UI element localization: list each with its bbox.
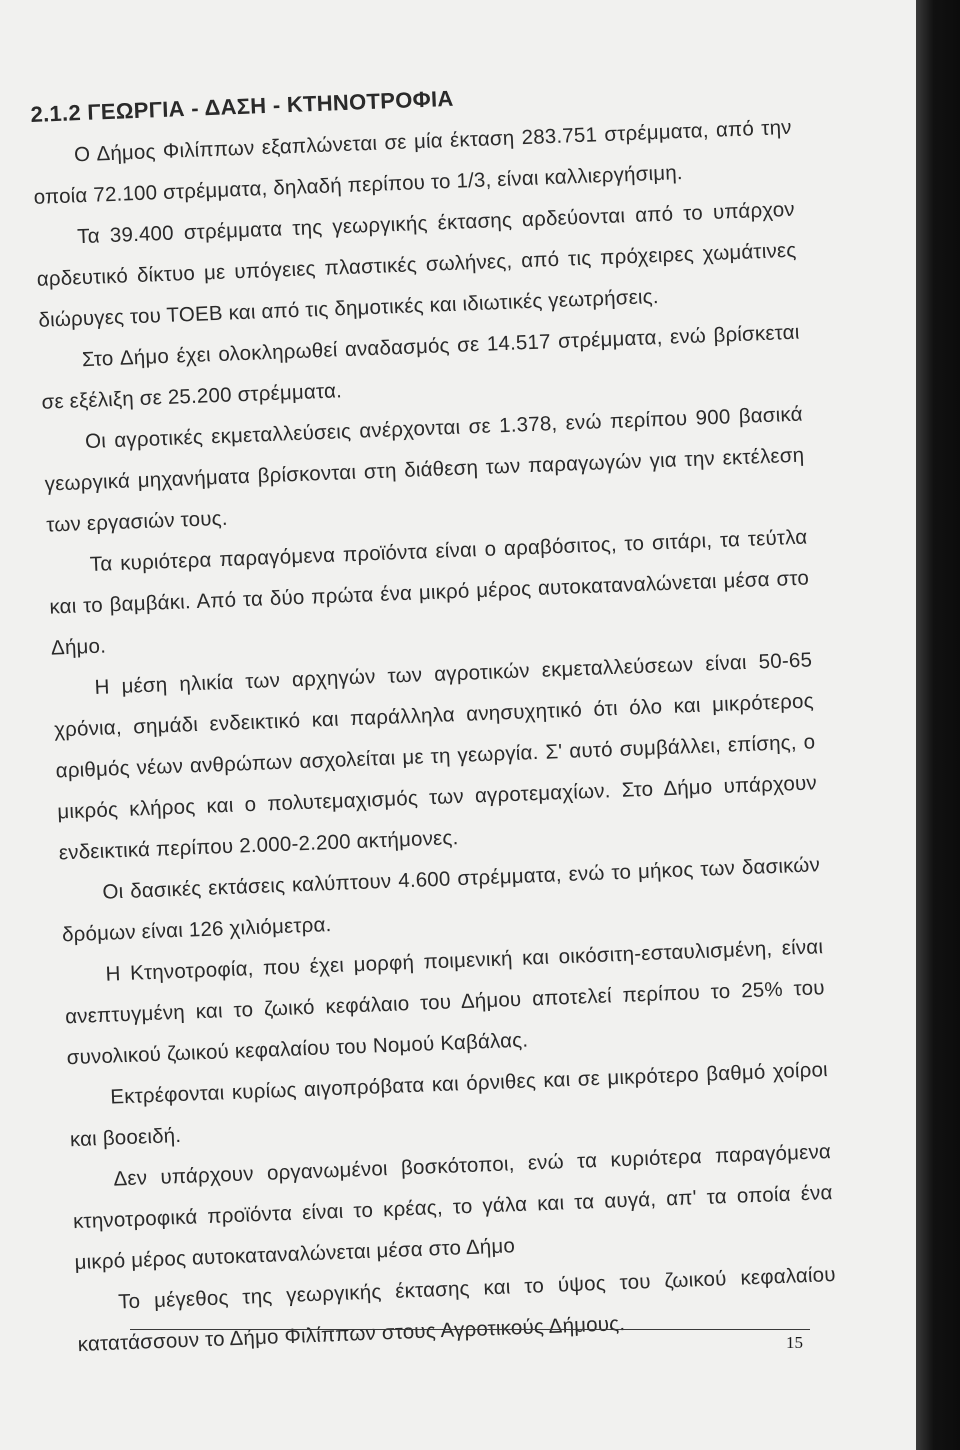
paragraph-10: Δεν υπάρχουν οργανωμένοι βοσκότοποι, ενώ τα κυριότερα παραγόμενα κτηνοτροφικά προϊόντα είναι το κρέας, το γάλα και τα αυγά, απ' τα οποία ένα μικρό μέρος αυτοκαταναλώνεται μέσα στο Δήμο: [72, 1140, 833, 1275]
page-number: 15: [786, 1333, 803, 1352]
section-heading: 2.1.2 ΓΕΩΡΓΙΑ - ΔΑΣΗ - ΚΤΗΝΟΤΡΟΦΙΑ: [30, 85, 454, 127]
scan-edge: [916, 0, 960, 1450]
paragraph-3: Στο Δήμο έχει ολοκληρωθεί αναδασμός σε 14.517 στρέμματα, ενώ βρίσκεται σε εξέλιξη σε 25.200 στρέμματα.: [41, 320, 800, 414]
paragraph-9: Εκτρέφονται κυρίως αιγοπρόβατα και όρνιθες και σε μικρότερο βαθμό χοίροι και βοοειδή.: [69, 1058, 829, 1152]
paragraph-6: Η μέση ηλικία των αρχηγών των αγροτικών εκμεταλλεύσεων είναι 50-65 χρόνια, σημάδι ενδεικτικό και παράλληλα ανησυχητικό ότι όλο και μικρότερος αριθμός νέων ανθρώπων ασχολείται με τη γεωργία. Σ' αυτό συμβάλλει, επίσης, ο μικρός κλήρος και ο πολυτεμαχισμός των αγροτεμαχίων. Στο Δήμο υπάρχουν ενδεικτικά περίπου 2.000-2.200 ακτήμονες.: [53, 648, 818, 865]
paragraph-2: Τα 39.400 στρέμματα της γεωργικής έκτασης αρδεύονται από το υπάρχον αρδευτικό δίκτυο με υπόγειες πλαστικές σωλήνες, από τις πρόχειρες χωμάτινες διώρυγες του ΤΟΕΒ και από τις δημοτικές και ιδιωτικές γεωτρήσεις.: [36, 197, 797, 332]
page-content: [30, 71, 838, 1365]
footer-rule: [130, 1329, 810, 1330]
paragraph-1: Ο Δήμος Φιλίππων εξαπλώνεται σε μία έκταση 283.751 στρέμματα, από την οποία 72.100 στρέμματα, δηλαδή περίπου το 1/3, είναι καλλιεργήσιμη.: [33, 115, 793, 209]
paragraph-4: Οι αγροτικές εκμεταλλεύσεις ανέρχονται σε 1.378, ενώ περίπου 900 βασικά γεωργικά μηχανήματα βρίσκονται στη διάθεση των παραγωγών για την εκτέλεση των εργασιών τους.: [44, 402, 805, 537]
paragraph-5: Τα κυριότερα παραγόμενα προϊόντα είναι ο αραβόσιτος, το σιτάρι, τα τεύτλα και το βαμβάκι. Από τα δύο πρώτα ένα μικρό μέρος αυτοκαταναλώνεται μέσα στο Δήμο.: [49, 525, 810, 660]
paragraph-7: Οι δασικές εκτάσεις καλύπτουν 4.600 στρέμματα, ενώ το μήκος των δασικών δρόμων είναι 126 χιλιόμετρα.: [61, 853, 821, 947]
paragraph-11: Το μέγεθος της γεωργικής έκτασης και το ύψος του ζωικού κεφαλαίου κατατάσσουν το Δήμο Φιλίππων στους Αγροτικούς Δήμους.: [77, 1262, 837, 1357]
paragraph-8: Η Κτηνοτροφία, που έχει μορφή ποιμενική και οικόσιτη-εσταυλισμένη, είναι ανεπτυγμένη και το ζωικό κεφάλαιο του Δήμου αποτελεί περίπου το 25% του συνολικού ζωικού κεφαλαίου του Νομού Καβάλας.: [64, 935, 826, 1070]
